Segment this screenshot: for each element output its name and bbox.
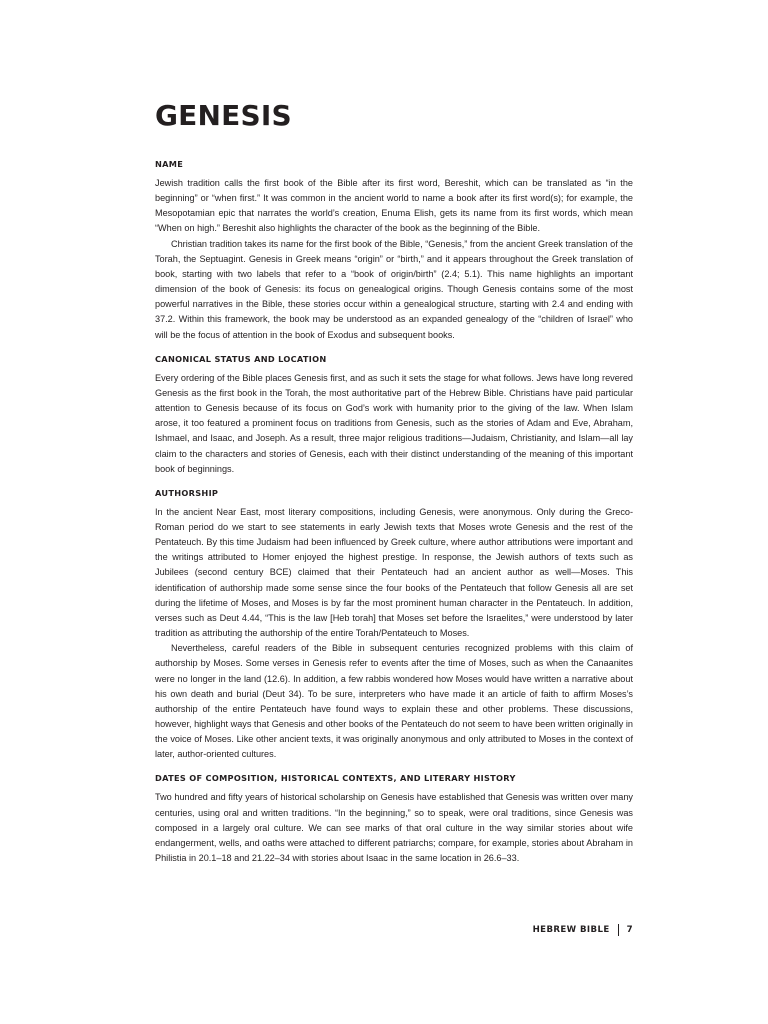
- section-heading: NAME: [155, 159, 184, 169]
- footer-divider: [618, 924, 619, 936]
- page-footer: [533, 922, 633, 938]
- paragraph: Jewish tradition calls the first book of the Bible after its first word, Bereshit, which can be translated as “in the beginning” or “when first.” It was common in the ancient world to name a book after its first word(s); for example, the Mesopotamian epic that narrates the world’s creation, Enuma Elish, gets its name from its first words, which mean “When on high.” Bereshit also highlights the character of the book as the beginning of the Bible.: [155, 178, 633, 234]
- section-heading: AUTHORSHIP: [155, 487, 219, 498]
- page-title: GENESIS: [155, 99, 292, 132]
- paragraph: Nevertheless, careful readers of the Bible in subsequent centuries recognized problems with this claim of authorship by Moses. Some verses in Genesis refer to events after the time of Moses, such as when the Canaanites were no longer in the land (12.6). In addition, a few rabbis wondered how Moses would have written a narrative about his own death and burial (Deut 34). To be sure, interpreters who have made it an article of faith to affirm Moses’s authorship of the entire Pentateuch have found ways to explain these and other problems. These discussions, however, highlight ways that Genesis and other books of the Pentateuch do not seem to have been written originally in the voice of Moses. Like other ancient texts, it was originally anonymous and only attributed to Moses in the context of later, author-oriented cultures.: [155, 643, 633, 760]
- section-heading: CANONICAL STATUS AND LOCATION: [155, 353, 327, 364]
- running-head: HEBREW BIBLE: [532, 925, 610, 935]
- section-authorship: [155, 484, 633, 763]
- section-canonical-status: [155, 350, 633, 477]
- paragraph: Every ordering of the Bible places Genesis first, and as such it sets the stage for what follows. Jews have long revered Genesis as the first book in the Torah, the most authoritative part of the Hebrew Bible. Christians have paid particular attention to Genesis because of its focus on God’s work with humanity prior to the giving of the law. When Islam arose, it too featured a prominent focus on traditions from Genesis, such as the stories of Adam and Eve, Abraham, Ishmael, and Isaac, and Joseph. As a result, three major religious traditions—Judaism, Christianity, and Islam—all lay claim to the characters and stories of Genesis, each with their distinct understanding of the meaning of this important book of beginnings.: [155, 372, 633, 474]
- page-number: 7: [626, 925, 633, 935]
- paragraph: Two hundred and fifty years of historical scholarship on Genesis have established that Genesis was written over many centuries, using oral and written traditions. “In the beginning,” so to speak, were oral traditions, since Genesis was composed in a largely oral culture. We can see marks of that oral culture in the way similar stories about wife endangerment, wells, and oaths were attached to different patriarchs; compare, for example, stories about Abraham in Philistia in 20.1–18 and 21.22–34 with stories about Isaac in the same location in 26.6–33.: [155, 792, 633, 864]
- section-name: [155, 155, 633, 343]
- section-heading: DATES OF COMPOSITION, HISTORICAL CONTEXTS, AND LITERARY HISTORY: [155, 773, 516, 784]
- paragraph: Christian tradition takes its name for the first book of the Bible, “Genesis,” from the ancient Greek translation of the Torah, the Septuagint. Genesis in Greek means “origin” or “birth,” and it appears throughout the Greek translation of book, starting with two labels that refer to a “book of origin/birth” (2.4; 5.1). This name highlights an important dimension of the book of Genesis: its focus on genealogical origins. Though Genesis contains some of the most powerful narratives in the Bible, these stories occur within a genealogical structure, starting with 2.4 and ending with 37.2. Within this framework, the book may be understood as an expanded genealogy of the “children of Israel” who will be the focus of attention in the book of Exodus and subsequent books.: [155, 238, 633, 340]
- paragraph: In the ancient Near East, most literary compositions, including Genesis, were anonymous. Only during the Greco-Roman period do we start to see statements in early Jewish texts that Moses wrote Genesis and the rest of the Pentateuch. By this time Judaism had been influenced by Greek culture, where author attributions were important and the writings attributed to Homer enjoyed the highest prestige. In response, the Jewish authors of texts such as Jubilees (second century BCE) claimed that their Pentateuch had an ancient author as well—Moses. This identification of authorship made some sense since the four books of the Pentateuch that follow Genesis all are set during the lifetime of Moses, and Moses is by far the most prominent human character in the Pentateuch. In addition, verses such as Deut 4.44, “This is the law [Heb torah] that Moses set before the Israelites,” were understood by later tradition as attributing the authorship of the entire Torah/Pentateuch to Moses.: [155, 506, 633, 639]
- content: [155, 155, 633, 873]
- section-dates-of-composition: [155, 769, 633, 866]
